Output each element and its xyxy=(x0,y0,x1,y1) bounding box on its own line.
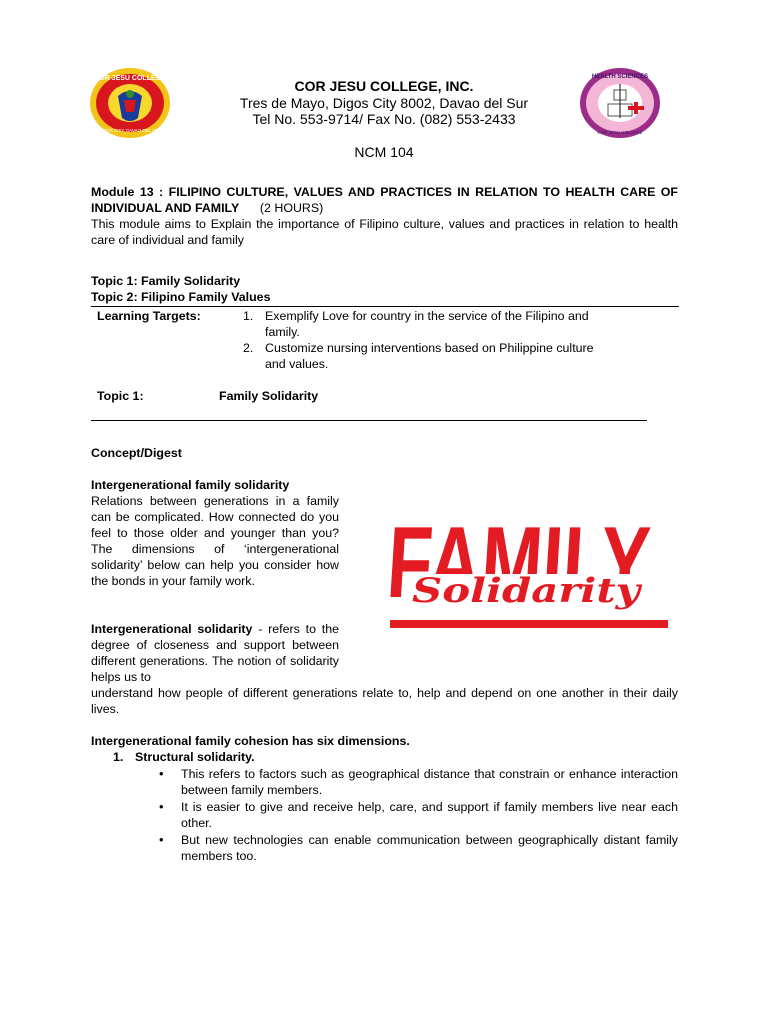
bullet-glyph: • xyxy=(159,766,164,781)
learning-target-number: 1. xyxy=(243,309,254,323)
learning-targets-list xyxy=(243,308,643,372)
institution-address: Tres de Mayo, Digos City 8002, Davao del Sur xyxy=(239,95,529,111)
topic-2-heading: Topic 2: Filipino Family Values xyxy=(91,290,271,304)
module-title-text: Module 13 : FILIPINO CULTURE, VALUES AND PRACTICES IN RELATION TO HEALTH CARE OF INDIVIDUAL AND FAMILY xyxy=(91,185,678,215)
learning-target-line: family. xyxy=(265,325,300,339)
solidarity-word: Solidarity xyxy=(412,571,643,611)
list-item xyxy=(159,832,678,864)
module-duration: (2 HOURS) xyxy=(259,201,324,215)
definition-term: Intergenerational solidarity xyxy=(91,622,253,636)
intro-paragraph: Relations between generations in a family can be complicated. How connected do you feel to those older and younger than you? The dimensions of ‘intergenerational solidarity’ below can help you consider how the bonds in your family work. xyxy=(91,494,339,588)
left-logo-text-bottom: DIGOS CITY, DAVAO DEL SUR xyxy=(98,128,162,133)
family-word: FAMILY xyxy=(390,505,668,620)
topic-value: Family Solidarity xyxy=(219,389,319,403)
list-item xyxy=(159,766,678,798)
bottom-rule xyxy=(91,420,647,421)
learning-targets-label: Learning Targets: xyxy=(97,309,201,323)
module-title xyxy=(91,184,678,216)
underline-bar xyxy=(390,620,668,628)
dimension-number: 1. xyxy=(113,750,124,764)
top-rule xyxy=(91,306,679,307)
learning-target-line: Customize nursing interventions based on Philippine culture xyxy=(265,341,594,355)
learning-target-item xyxy=(243,308,643,340)
left-logo-text-top: COR JESU COLLEGE xyxy=(94,75,166,82)
module-aim: This module aims to Explain the importance of Filipino culture, values and practices in relation to health care of individual and family xyxy=(91,217,678,247)
topic-1-heading: Topic 1: Family Solidarity xyxy=(91,274,241,288)
definition-paragraph xyxy=(91,621,339,685)
learning-target-number: 2. xyxy=(243,341,254,355)
bullet-text: It is easier to give and receive help, care, and support if family members live near each other. xyxy=(181,800,678,830)
bullet-glyph: • xyxy=(159,832,164,847)
learning-target-item xyxy=(243,340,643,372)
bullet-text: This refers to factors such as geographical distance that constrain or enhance interaction between family members. xyxy=(181,767,678,797)
topic-label: Topic 1: xyxy=(97,389,144,403)
bullet-text: But new technologies can enable communication between geographically distant family members too. xyxy=(181,833,678,863)
right-logo-text-top: HEALTH SCIENCES xyxy=(591,74,649,80)
concept-heading: Concept/Digest xyxy=(91,446,182,460)
dimension-bullets xyxy=(159,766,678,864)
list-item xyxy=(159,799,678,831)
bullet-glyph: • xyxy=(159,799,164,814)
course-code: NCM 104 xyxy=(354,144,414,160)
institution-contact: Tel No. 553-9714/ Fax No. (082) 553-2433 xyxy=(252,111,516,127)
institution-name: COR JESU COLLEGE, INC. xyxy=(294,78,474,94)
learning-target-line: and values. xyxy=(265,357,329,371)
definition-text: - refers to the degree of closeness and support between different generations. The notion of solidarity helps us to xyxy=(91,622,339,684)
subsection-heading: Intergenerational family solidarity xyxy=(91,478,290,492)
cohesion-heading: Intergenerational family cohesion has six dimensions. xyxy=(91,734,410,748)
learning-target-line: Exemplify Love for country in the service of the Filipino and xyxy=(265,309,589,323)
family-solidarity-image xyxy=(390,496,668,633)
right-logo-text-bottom: COR JESU COLLEGE xyxy=(597,130,643,135)
dimension-title: Structural solidarity. xyxy=(135,750,255,764)
definition-continuation: understand how people of different generations relate to, help and depend on one another in their daily lives. xyxy=(91,686,678,716)
